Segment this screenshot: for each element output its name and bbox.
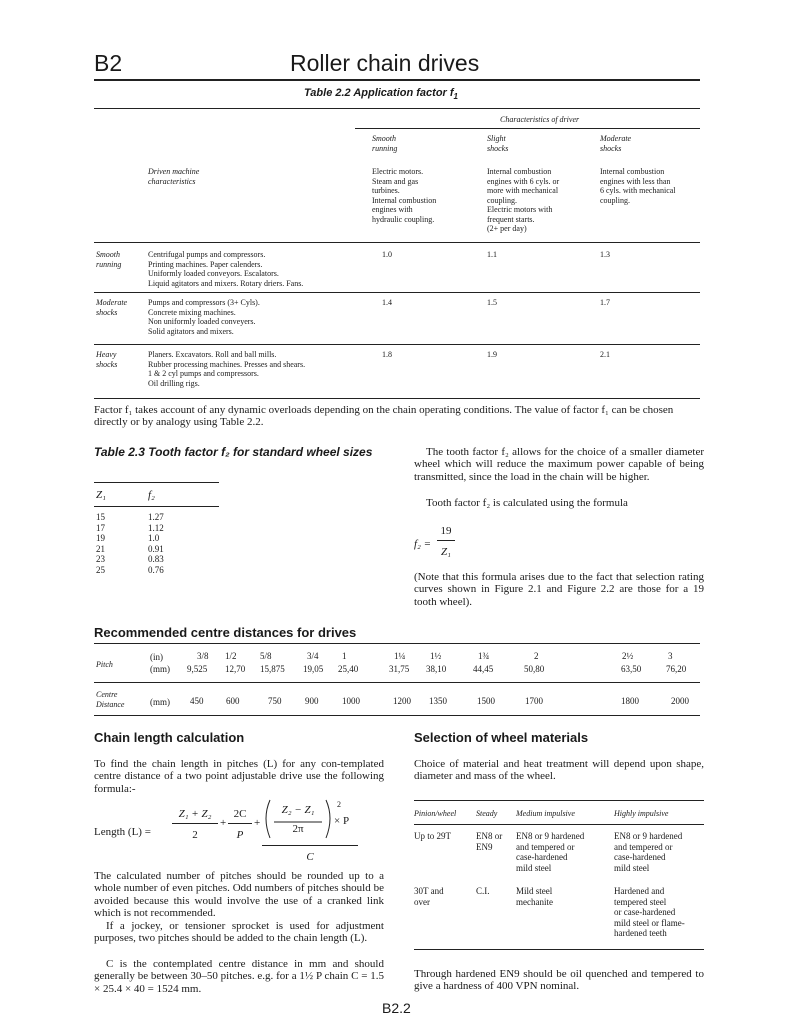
centre-unit: (mm) bbox=[150, 697, 170, 707]
materials-col-medium: Medium impulsive bbox=[516, 809, 575, 818]
table22-caption: Table 2.2 Application factor $f_1$ bbox=[304, 87, 458, 102]
pitch-inch: 3/8 bbox=[197, 651, 209, 661]
materials-row2-high: Hardened and tempered steel or case-hardened mild steel or flame- hardened teeth bbox=[614, 886, 685, 938]
left-paren bbox=[266, 800, 270, 838]
chain-length-heading: Chain length calculation bbox=[94, 730, 245, 745]
centre-distance: 1200 bbox=[393, 696, 411, 706]
centre-distance: 1700 bbox=[525, 696, 543, 706]
pitch-inch: 1 bbox=[342, 651, 347, 661]
row-label-smooth: Smooth running bbox=[96, 250, 122, 269]
table23-f: 0.83 bbox=[148, 554, 164, 564]
pitch-mm: 76,20 bbox=[666, 664, 687, 674]
length-t3-bar bbox=[262, 845, 358, 846]
length-t2-den: P bbox=[236, 829, 244, 841]
driver-col-slight: Slight shocks bbox=[487, 134, 509, 153]
chain-length-para2: If a jockey, or tensioner sprocket is used for adjustment purposes, two pitches should be added to the chain length (L). bbox=[94, 920, 384, 945]
driver-desc-smooth: Electric motors. Steam and gas turbines. Internal combustion engines with hydraulic coupling. bbox=[372, 167, 437, 224]
materials-row2-steady: C.I. bbox=[476, 886, 490, 896]
row-desc-moderate: Pumps and compressors (3+ Cyls). Concrete mixing machines. Non uniformly loaded conveyers. Solid agitators and mixers. bbox=[148, 298, 260, 336]
pitch-inch: 5/8 bbox=[260, 651, 272, 661]
chain-length-intro: To find the chain length in pitches (L) for any con-templated centre distance of a two point adjustable drive use the following formula:- bbox=[94, 758, 384, 795]
chain-length-para1: The calculated number of pitches should be rounded up to a whole number of even pitches. Odd numbers of pitches should be avoided because this would involve the use of a cranked link which is not recommended. bbox=[94, 870, 384, 919]
tooth-formula-num: 19 bbox=[440, 525, 452, 537]
table23-z: 25 bbox=[96, 564, 105, 575]
pitch-inch: 1¼ bbox=[394, 651, 406, 661]
table23-f: 0.76 bbox=[148, 564, 164, 575]
pitch-inch: 3/4 bbox=[307, 651, 319, 661]
tooth-fraction-bar bbox=[437, 540, 455, 541]
table23-f: 0.91 bbox=[148, 543, 164, 554]
length-t3-mult: × P bbox=[334, 815, 350, 827]
table23-z: 17 bbox=[96, 522, 105, 533]
length-t2-num: 2C bbox=[233, 808, 247, 820]
centre-distance: 750 bbox=[268, 696, 282, 706]
tooth-formula-den: Z₁ bbox=[441, 546, 451, 558]
pitch-inch: 2 bbox=[534, 651, 539, 661]
length-t1-num: Z₁ + Z₂ bbox=[178, 808, 212, 820]
plus-sign: + bbox=[254, 817, 261, 829]
value-cell: 1.0 bbox=[382, 250, 392, 259]
value-cell: 1.4 bbox=[382, 298, 392, 307]
materials-row1-steady: EN8 or EN9 bbox=[476, 831, 503, 852]
materials-footer: Through hardened EN9 should be oil quenched and tempered to give a hardness of 400 VPN nominal. bbox=[414, 968, 704, 993]
table23-z: 15 bbox=[96, 512, 105, 522]
chain-length-para3: C is the contemplated centre distance in mm and should generally be between 30–50 pitches. e.g. for a 1½ P chain C = 1.5 × 25.4 × 40 = 1524 mm. bbox=[94, 958, 384, 995]
centre-distance: 2000 bbox=[671, 696, 689, 706]
value-cell: 1.5 bbox=[487, 298, 497, 307]
factor-note: Factor f₁ takes account of any dynamic overloads depending on the chain operating conditions. The value of factor f₁ can be chosen directly or by analogy using Table 2.2. bbox=[94, 404, 674, 429]
pitch-mm: 19,05 bbox=[303, 664, 324, 674]
centre-distance: 450 bbox=[190, 696, 204, 706]
value-cell: 2.1 bbox=[600, 350, 610, 359]
length-t3-exp: 2 bbox=[337, 800, 341, 809]
tooth-formula-lhs: f₂ = bbox=[414, 538, 432, 550]
page-number: B2.2 bbox=[382, 1000, 411, 1016]
pitch-inch: 1½ bbox=[430, 651, 442, 661]
centre-distance: 1350 bbox=[429, 696, 447, 706]
table23-z: 23 bbox=[96, 554, 105, 564]
table23-f-col bbox=[148, 512, 164, 575]
pitch-inch: 1/2 bbox=[225, 651, 237, 661]
row-desc-smooth: Centrifugal pumps and compressors. Printing machines. Paper calenders. Uniformly loaded conveyors. Escalators. Liquid agitators and mixers. Rotary driers. Fans. bbox=[148, 250, 304, 288]
value-cell: 1.3 bbox=[600, 250, 610, 259]
materials-row1-medium: EN8 or 9 hardened and tempered or case-hardened mild steel bbox=[516, 831, 585, 873]
pitch-inch: 3 bbox=[668, 651, 673, 661]
driver-col-moderate: Moderate shocks bbox=[600, 134, 632, 153]
value-cell: 1.1 bbox=[487, 250, 497, 259]
centre-heading: Recommended centre distances for drives bbox=[94, 625, 357, 640]
pitch-mm: 15,875 bbox=[260, 664, 285, 674]
length-t3-inner-den: 2π bbox=[292, 823, 304, 835]
centre-distance: 1000 bbox=[342, 696, 360, 706]
materials-intro: Choice of material and heat treatment will depend upon shape, diameter and mass of the wheel. bbox=[414, 758, 704, 783]
driven-header: Driven machine characteristics bbox=[148, 167, 200, 186]
pitch-mm: 12,70 bbox=[225, 664, 246, 674]
pitch-inch: 1¾ bbox=[478, 651, 490, 661]
pitch-mm: 38,10 bbox=[426, 664, 447, 674]
section-code: B2 bbox=[94, 50, 123, 76]
pitch-mm: 25,40 bbox=[338, 664, 359, 674]
row-label-moderate: Moderate shocks bbox=[96, 298, 128, 317]
table23-caption: Table 2.3 Tooth factor f₂ for standard wheel sizes bbox=[94, 445, 373, 459]
centre-distance: 1800 bbox=[621, 696, 639, 706]
length-t3-den: C bbox=[306, 851, 314, 863]
right-paren bbox=[326, 800, 330, 838]
centre-distance: 600 bbox=[226, 696, 240, 706]
pitch-mm: 63,50 bbox=[621, 664, 642, 674]
materials-row2-medium: Mild steel mechanite bbox=[516, 886, 553, 907]
length-t1-den: 2 bbox=[192, 829, 198, 841]
unit-in: (in) bbox=[150, 652, 163, 662]
length-formula-lhs: Length (L) = bbox=[94, 826, 151, 838]
table23-col-f: f₂ bbox=[148, 489, 155, 501]
tooth-note: (Note that this formula arises due to the fact that selection rating curves shown in Figure 2.1 and Figure 2.2 are those for a 19 tooth wheel). bbox=[414, 571, 704, 608]
materials-col-steady: Steady bbox=[476, 809, 498, 818]
materials-row1-high: EN8 or 9 hardened and tempered or case-hardened mild steel bbox=[614, 831, 683, 873]
driver-desc-moderate: Internal combustion engines with less than 6 cyls. with mechanical coupling. bbox=[600, 167, 676, 205]
driver-header: Characteristics of driver bbox=[500, 115, 580, 124]
materials-row1-pinion: Up to 29T bbox=[414, 831, 451, 841]
driver-col-smooth: Smooth running bbox=[372, 134, 398, 153]
materials-heading: Selection of wheel materials bbox=[414, 730, 589, 745]
pitch-inch: 2½ bbox=[622, 651, 634, 661]
table23-f: 1.27 bbox=[148, 512, 164, 522]
table23-f: 1.0 bbox=[148, 533, 160, 543]
pitch-mm: 31,75 bbox=[389, 664, 410, 674]
row-desc-heavy: Planers. Excavators. Roll and ball mills. Rubber processing machines. Presses and shears. 1 & 2 cyl pumps and compressors. Oil drilling rigs. bbox=[148, 350, 306, 388]
tooth-para1: The tooth factor f₂ allows for the choice of a smaller diameter wheel which will reduce the maximum power capable of being transmitted, since the load in the chain will be higher. bbox=[414, 446, 704, 483]
table23-z: 19 bbox=[96, 533, 105, 543]
table23-z: 21 bbox=[96, 543, 105, 554]
page-title: Roller chain drives bbox=[290, 50, 480, 76]
table23-f: 1.12 bbox=[148, 522, 164, 533]
centre-label: Centre Distance bbox=[96, 690, 125, 709]
pitch-mm: 9,525 bbox=[187, 664, 208, 674]
unit-mm: (mm) bbox=[150, 664, 170, 674]
table23-z-col bbox=[96, 512, 105, 575]
materials-col-high: Highly impulsive bbox=[614, 809, 669, 818]
length-t3-inner-num: Z₂ − Z₁ bbox=[281, 804, 315, 816]
table23-col-z: Z₁ bbox=[96, 489, 106, 501]
materials-col-pinion: Pinion/wheel bbox=[414, 809, 457, 818]
row-label-heavy: Heavy shocks bbox=[96, 350, 118, 369]
centre-distance: 1500 bbox=[477, 696, 495, 706]
materials-row2-pinion: 30T and over bbox=[414, 886, 444, 907]
header-rule bbox=[94, 79, 700, 81]
value-cell: 1.7 bbox=[600, 298, 610, 307]
pitch-mm: 44,45 bbox=[473, 664, 494, 674]
plus-sign: + bbox=[220, 817, 227, 829]
value-cell: 1.8 bbox=[382, 350, 392, 359]
pitch-mm: 50,80 bbox=[524, 664, 545, 674]
value-cell: 1.9 bbox=[487, 350, 497, 359]
driver-desc-slight: Internal combustion engines with 6 cyls. or more with mechanical coupling. Electric motors with frequent starts. (2+ per day) bbox=[487, 167, 560, 233]
centre-distance: 900 bbox=[305, 696, 319, 706]
tooth-para2: Tooth factor f₂ is calculated using the formula bbox=[426, 497, 628, 509]
pitch-label: Pitch bbox=[96, 660, 113, 669]
